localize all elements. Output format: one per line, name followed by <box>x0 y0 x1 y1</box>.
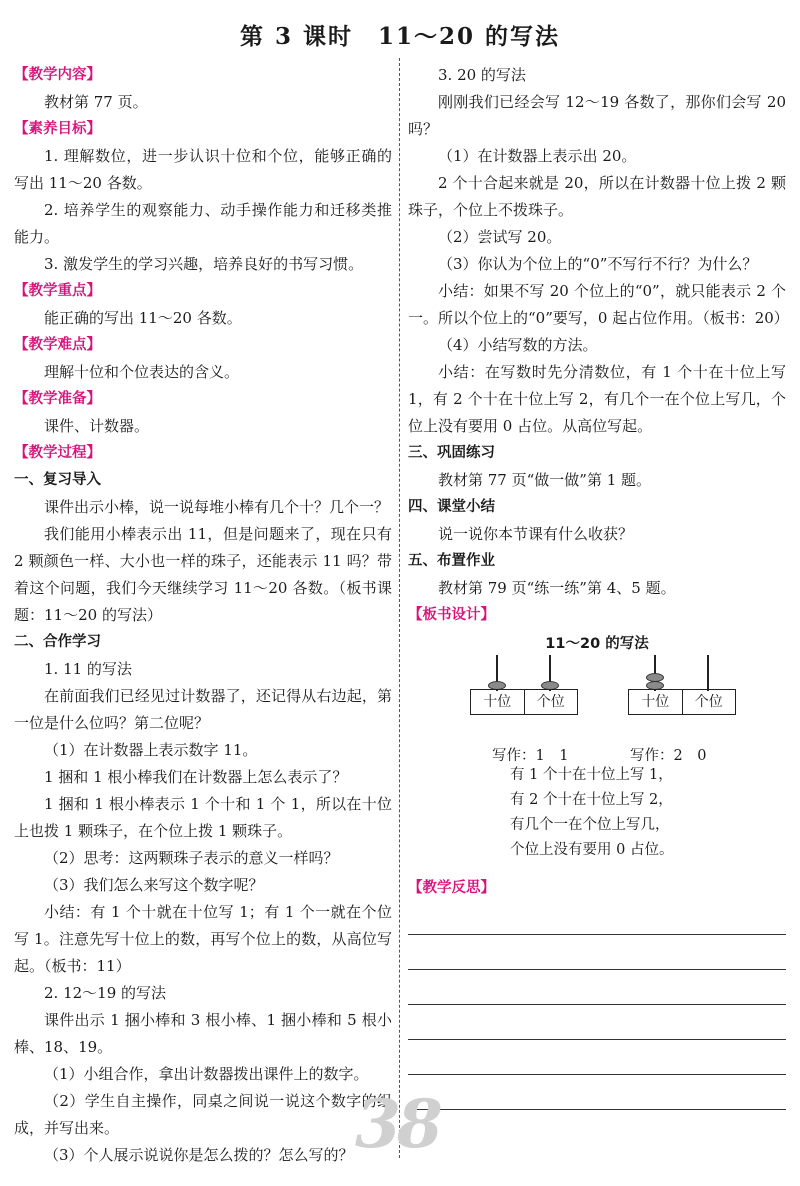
paragraph: （2）学生自主操作，同桌之间说一说这个数字的组成，并写出来。 <box>14 1092 392 1137</box>
right-column-text <box>408 62 789 629</box>
paragraph: （4）小结写数的方法。 <box>438 336 598 354</box>
paragraph: （1）在计数器上表示数字 11。 <box>44 741 258 759</box>
paragraph: （1）在计数器上表示出 20。 <box>438 147 637 165</box>
paragraph: 说一说你本节课有什么收获？ <box>438 525 634 543</box>
paragraph: 我们能用小棒表示出 11，但是问题来了，现在只有 2 颗颜色一样、大小也一样的珠子，还能表示 11 吗？带着这个问题，我们今天继续学习 11～20 各数。（板书课题：11～20 的写法） <box>14 525 392 624</box>
step-heading: 四、课堂小结 <box>408 499 495 515</box>
paragraph: 课件出示小棒，说一说每堆小棒有几个十？几个一？ <box>44 498 390 516</box>
section-header: 【教学准备】 <box>14 391 101 407</box>
paragraph: （1）小组合作，拿出计数器拨出课件上的数字。 <box>44 1065 369 1083</box>
paragraph: 2 个十合起来就是 20，所以在计数器十位上拨 2 颗珠子，个位上不拨珠子。 <box>408 174 786 219</box>
step-heading: 一、复习导入 <box>14 472 101 488</box>
column-divider <box>399 58 400 1158</box>
paragraph: 1. 11 的写法 <box>44 660 132 678</box>
place-value-box <box>470 689 578 715</box>
ones-label: 个位 <box>694 694 723 710</box>
paragraph: 刚刚我们已经会写 12～19 各数了，那你们会写 20 吗？ <box>408 93 786 138</box>
tens-label: 十位 <box>471 690 525 714</box>
writing-11: 写作：1 1 <box>492 748 569 764</box>
reflection-lines <box>408 900 786 1110</box>
summary-line: 有 2 个十在十位上写 2， <box>510 792 673 808</box>
paragraph: 小结：在写数时先分清数位，有 1 个十在十位上写 1，有 2 个十在十位上写 2，有几个一在个位上写几，个位上没有要用 0 占位。从高位写起。 <box>408 363 786 435</box>
section-header: 【素养目标】 <box>14 121 101 137</box>
paragraph: 1 捆和 1 根小棒表示 1 个十和 1 个 1，所以在十位上也拨 1 颗珠子，在个位上拨 1 颗珠子。 <box>14 795 392 840</box>
ones-label: 个位 <box>536 694 565 710</box>
summary-line: 有几个一在个位上写几， <box>510 817 670 833</box>
paragraph: 3. 激发学生的学习兴趣，培养良好的书写习惯。 <box>44 255 364 273</box>
writing-line <box>408 1040 786 1075</box>
paragraph: 教材第 79 页“练一练”第 4、5 题。 <box>438 579 676 597</box>
writing-line <box>408 1005 786 1040</box>
paragraph: （3）我们怎么来写这个数字呢？ <box>44 876 264 894</box>
counter-11 <box>470 655 578 715</box>
paragraph: （3）你认为个位上的“0”不写行不行？为什么？ <box>438 255 758 273</box>
paragraph: （2）思考：这两颗珠子表示的意义一样吗？ <box>44 849 339 867</box>
section-header: 【教学内容】 <box>14 67 101 83</box>
writing-line <box>408 970 786 1005</box>
writing-line <box>408 935 786 970</box>
paragraph: 能正确的写出 11～20 各数。 <box>44 309 242 327</box>
summary-line: 有 1 个十在十位上写 1， <box>510 767 673 783</box>
section-header: 【教学难点】 <box>14 337 101 353</box>
page-number: 38 <box>355 1085 439 1163</box>
paragraph: 1 捆和 1 根小棒我们在计数器上怎么表示了？ <box>44 768 348 786</box>
board-design <box>408 631 786 881</box>
paragraph: （3）个人展示说说你是怎么拨的？怎么写的？ <box>44 1146 354 1164</box>
left-column <box>14 62 392 1169</box>
section-header: 【教学过程】 <box>14 445 101 461</box>
paragraph: 教材第 77 页。 <box>44 93 148 111</box>
summary-line: 个位上没有要用 0 占位。 <box>510 842 674 858</box>
ones-rod <box>707 655 709 691</box>
step-heading: 五、布置作业 <box>408 553 495 569</box>
board-title: 11～20 的写法 <box>545 636 649 652</box>
writing-line <box>408 900 786 935</box>
section-header: 【教学重点】 <box>14 283 101 299</box>
paragraph: 课件出示 1 捆小棒和 3 根小棒、1 捆小棒和 5 根小棒、18、19。 <box>14 1011 392 1056</box>
paragraph: 2. 培养学生的观察能力、动手操作能力和迁移类推能力。 <box>14 201 392 246</box>
paragraph: 3. 20 的写法 <box>438 66 526 84</box>
writing-20: 写作：2 0 <box>630 748 707 764</box>
paragraph: 教材第 77 页“做一做”第 1 题。 <box>438 471 652 489</box>
paragraph: 小结：有 1 个十就在十位写 1；有 1 个一就在个位写 1。注意先写十位上的数，再写个位上的数，从高位写起。（板书：11） <box>14 903 392 975</box>
writing-line <box>408 1075 786 1110</box>
paragraph: 2. 12～19 的写法 <box>44 984 167 1002</box>
reflection-header: 【教学反思】 <box>408 880 495 896</box>
step-heading: 三、巩固练习 <box>408 445 495 461</box>
paragraph: 在前面我们已经见过计数器了，还记得从右边起，第一位是什么位吗？第二位呢？ <box>14 687 392 732</box>
paragraph: 1. 理解数位，进一步认识十位和个位，能够正确的写出 11～20 各数。 <box>14 147 392 192</box>
paragraph: （2）尝试写 20。 <box>438 228 562 246</box>
place-value-box <box>628 689 736 715</box>
paragraph: 理解十位和个位表达的含义。 <box>44 363 240 381</box>
page-title: 第 3 课时 11～20 的写法 <box>239 23 561 50</box>
paragraph: 课件、计数器。 <box>44 417 150 435</box>
step-heading: 二、合作学习 <box>14 634 101 650</box>
paragraph: 小结：如果不写 20 个位上的“0”，就只能表示 2 个一。所以个位上的“0”要写，0 起占位作用。（板书：20） <box>408 282 789 327</box>
board-summary <box>510 763 673 863</box>
section-header: 【板书设计】 <box>408 607 495 623</box>
tens-label: 十位 <box>629 690 683 714</box>
right-column <box>408 62 789 902</box>
counter-20 <box>628 655 736 715</box>
